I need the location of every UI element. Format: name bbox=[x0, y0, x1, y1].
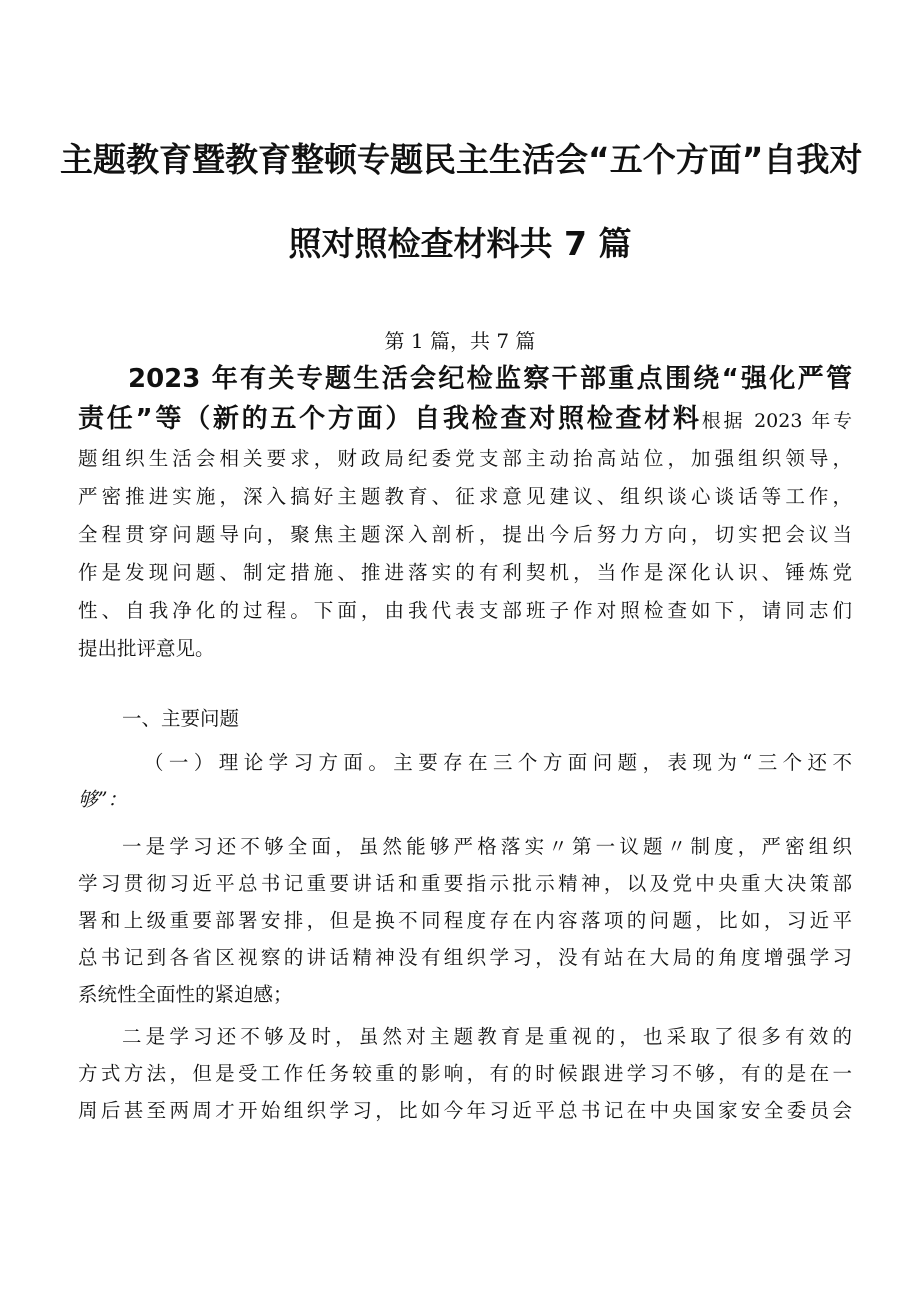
paragraph-line: 学习贯彻习近平总书记重要讲话和重要指示批示精神，以及党中央重大决策部 bbox=[78, 872, 852, 895]
article-heading-block bbox=[78, 360, 852, 668]
paragraph-line: 二是学习还不够及时，虽然对主题教育是重视的，也采取了很多有效的 bbox=[122, 1025, 852, 1048]
intro-line: 性、自我净化的过程。下面，由我代表支部班子作对照检查如下，请同志们 bbox=[78, 599, 852, 622]
paragraph-line: 周后甚至两周才开始组织学习，比如今年习近平总书记在中央国家安全委员会 bbox=[78, 1099, 852, 1122]
paragraph-line: 总书记到各省区视察的讲话精神没有组织学习，没有站在大局的角度增强学习 bbox=[78, 946, 852, 969]
intro-line-1: 根据 2023 年专 bbox=[701, 410, 853, 432]
paragraph-second-point bbox=[78, 1018, 852, 1129]
article-heading-line-1: 2023 年有关专题生活会纪检监察干部重点围绕“强化严管 bbox=[128, 364, 852, 394]
article-heading-line-2 bbox=[78, 400, 852, 440]
document-title-line-1: 主题教育暨教育整顿专题民主生活会“五个方面”自我对 bbox=[60, 140, 863, 179]
subsection-line-2: 够”： bbox=[78, 788, 127, 811]
intro-line: 严密推进实施，深入搞好主题教育、征求意见建议、组织谈心谈话等工作， bbox=[78, 485, 852, 508]
intro-line: 作是发现问题、制定措施、推进落实的有利契机，当作是深化认识、锤炼党 bbox=[78, 561, 852, 584]
intro-line: 题组织生活会相关要求，财政局纪委党支部主动抬高站位，加强组织领导， bbox=[78, 447, 852, 470]
intro-line: 全程贯穿问题导向，聚焦主题深入剖析，提出今后努力方向，切实把会议当 bbox=[78, 523, 852, 546]
intro-line: 提出批评意见。 bbox=[78, 637, 215, 660]
paragraph-line: 署和上级重要部署安排，但是换不同程度存在内容落项的问题，比如，习近平 bbox=[78, 909, 852, 932]
article-heading-text: 责任”等（新的五个方面）自我检查对照检查材料 bbox=[78, 404, 702, 434]
document-title-line-2: 照对照检查材料共 7 篇 bbox=[288, 224, 632, 263]
subsection-line-1: （一）理论学习方面。主要存在三个方面问题，表现为“三个还不 bbox=[144, 751, 852, 774]
subsection-theory-study bbox=[78, 744, 852, 818]
paragraph-line: 系统性全面性的紧迫感； bbox=[78, 983, 293, 1006]
section-heading-main-problems: 一、主要问题 bbox=[122, 707, 240, 730]
paragraph-line: 方式方法，但是受工作任务较重的影响，有的时候跟进学习不够，有的是在一 bbox=[78, 1062, 852, 1085]
piece-count: 第 1 篇，共 7 篇 bbox=[384, 329, 536, 353]
paragraph-line: 一是学习还不够全面，虽然能够严格落实〃第一议题〃制度，严密组织 bbox=[122, 835, 852, 858]
paragraph-first-point bbox=[78, 828, 852, 1013]
